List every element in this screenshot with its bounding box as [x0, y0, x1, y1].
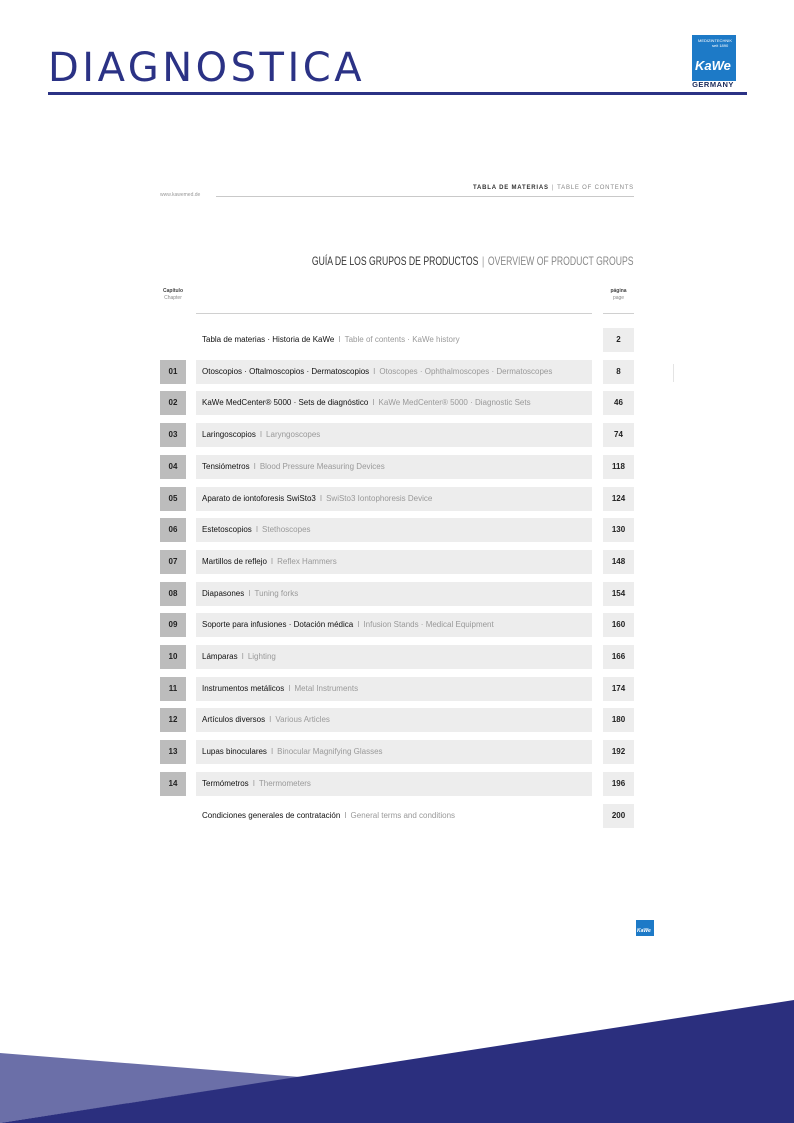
- page-number: 160: [603, 613, 634, 637]
- page-number: 130: [603, 518, 634, 542]
- entry-title-es: Lámparas: [202, 652, 238, 661]
- page-number: 180: [603, 708, 634, 732]
- chapter-number: 09: [160, 613, 186, 637]
- toc-row: [160, 360, 634, 384]
- chapter-number: 13: [160, 740, 186, 764]
- chapter-number: 02: [160, 391, 186, 415]
- entry-title-es: KaWe MedCenter® 5000 · Sets de diagnóstico: [202, 398, 369, 408]
- entry-separator: I: [259, 430, 263, 440]
- entry-title-es: Artículos diversos: [202, 715, 266, 725]
- toc-row: [160, 518, 634, 542]
- page-number: 124: [603, 487, 634, 511]
- entry-title-es: Lupas binoculares: [202, 747, 267, 757]
- entry-title-en: Various Articles: [275, 715, 330, 725]
- toc-entry: [196, 550, 592, 574]
- page-label-es: página: [610, 288, 627, 294]
- toc-row: [160, 740, 634, 764]
- toc-entry: [196, 613, 592, 637]
- entry-separator: I: [319, 493, 323, 503]
- kawe-small-logo: [636, 920, 654, 936]
- toc-entry: [196, 708, 592, 732]
- entry-separator: I: [241, 652, 244, 661]
- toc-row: [160, 487, 634, 511]
- toc-row: [160, 391, 634, 415]
- brand-title: DIAGNOSTICA: [48, 45, 366, 91]
- toc-row: [160, 804, 634, 828]
- page-column-header: [603, 288, 634, 302]
- entry-title-en: Reflex Hammers: [277, 556, 337, 566]
- entry-title-en: Stethoscopes: [262, 525, 311, 535]
- title-underline: [48, 92, 747, 95]
- entry-separator: I: [269, 715, 272, 725]
- logo-tagline: MEDIZINTECHNIK: [698, 38, 732, 43]
- toc-head-es: TABLA DE MATERIAS: [472, 185, 549, 191]
- kawe-logo: [688, 35, 738, 89]
- toc-entry: [196, 772, 592, 796]
- logo-wordmark: KaWe: [695, 58, 731, 73]
- toc-row: [160, 677, 634, 701]
- entry-title-es: Laringoscopios: [202, 430, 256, 440]
- entry-separator: I: [248, 588, 251, 598]
- entry-title-es: Soporte para infusiones · Dotación médica: [202, 620, 354, 630]
- chapter-number: 01: [160, 360, 186, 384]
- toc-row: [160, 423, 634, 447]
- toc-entry: [196, 423, 592, 447]
- toc-entry: [196, 582, 592, 606]
- page-number: 74: [603, 423, 634, 447]
- entry-title-en: Infusion Stands · Medical Equipment: [363, 620, 494, 630]
- toc-row: [160, 582, 634, 606]
- toc-entry: [196, 518, 592, 542]
- chapter-number: 11: [160, 677, 186, 701]
- entry-separator: I: [270, 556, 274, 566]
- entry-title-en: General terms and conditions: [350, 810, 456, 820]
- toc-row: [160, 645, 634, 669]
- entry-title-es: Otoscopios · Oftalmoscopios · Dermatoscopios: [202, 366, 370, 376]
- entry-title-es: Termómetros: [202, 778, 249, 788]
- entry-title-en: Binocular Magnifying Glasses: [277, 747, 383, 757]
- page-number: 196: [603, 772, 634, 796]
- margin-mark: [673, 364, 674, 382]
- toc-head-separator: |: [551, 185, 555, 191]
- overview-heading-es: GUÍA DE LOS GRUPOS DE PRODUCTOS: [312, 254, 479, 268]
- page-number: 8: [603, 360, 634, 384]
- chapter-number: 14: [160, 772, 186, 796]
- chapter-number: 10: [160, 645, 186, 669]
- entry-title-es: Tabla de materias · Historia de KaWe: [202, 335, 335, 344]
- page-label-en: page: [612, 295, 625, 301]
- entry-title-es: Tensiómetros: [202, 461, 250, 471]
- overview-heading-en: OVERVIEW OF PRODUCT GROUPS: [488, 254, 634, 268]
- toc-entry: [196, 740, 592, 764]
- page-header-rule: [603, 313, 634, 314]
- entry-separator: I: [338, 335, 341, 344]
- chapter-number: 06: [160, 518, 186, 542]
- entry-separator: I: [357, 620, 360, 630]
- chapter-number: 04: [160, 455, 186, 479]
- page-number: 200: [603, 804, 634, 828]
- entry-title-en: KaWe MedCenter® 5000 · Diagnostic Sets: [378, 398, 531, 408]
- toc-row: [160, 708, 634, 732]
- overview-heading: [312, 254, 634, 268]
- header-rule: [196, 313, 592, 314]
- toc-entry: [196, 328, 592, 352]
- entry-separator: I: [373, 366, 376, 376]
- page-number: 148: [603, 550, 634, 574]
- toc-entry: [196, 645, 592, 669]
- chapter-number: 03: [160, 423, 186, 447]
- toc-row: [160, 455, 634, 479]
- entry-title-en: Thermometers: [258, 778, 311, 788]
- page-number: 166: [603, 645, 634, 669]
- page-number: 118: [603, 455, 634, 479]
- entry-title-en: Metal Instruments: [294, 683, 359, 693]
- entry-title-en: Lighting: [247, 652, 276, 661]
- entry-title-es: Estetoscopios: [202, 525, 252, 535]
- entry-separator: I: [344, 810, 347, 820]
- overview-heading-separator: |: [482, 254, 485, 268]
- footer-decoration: [0, 995, 794, 1123]
- entry-separator: I: [372, 398, 375, 408]
- entry-title-en: Blood Pressure Measuring Devices: [259, 461, 385, 471]
- chapter-label-en: Chapter: [164, 295, 182, 301]
- logo-since: seit 1890: [712, 43, 729, 48]
- toc-entry: [196, 391, 592, 415]
- toc-row: [160, 772, 634, 796]
- entry-title-es: Instrumentos metálicos: [202, 683, 285, 693]
- toc-row: [160, 613, 634, 637]
- entry-title-es: Martillos de reflejo: [202, 556, 267, 566]
- entry-title-en: Tuning forks: [254, 588, 299, 598]
- entry-title-en: Laryngoscopes: [266, 430, 321, 440]
- page-number: 46: [603, 391, 634, 415]
- chapter-column-header: [160, 288, 186, 302]
- logo-country: GERMANY: [692, 80, 734, 89]
- entry-separator: I: [270, 747, 274, 757]
- chapter-number: 07: [160, 550, 186, 574]
- footer-dark-band: [0, 1000, 794, 1123]
- toc-row: [160, 328, 634, 352]
- toc-entry: [196, 677, 592, 701]
- chapter-label-es: Capítulo: [163, 288, 183, 294]
- running-head-rule: [216, 196, 634, 197]
- toc-entry: [196, 804, 592, 828]
- toc-entry: [196, 360, 592, 384]
- entry-title-es: Aparato de iontoforesis SwiSto3: [202, 493, 316, 503]
- page-number: 2: [603, 328, 634, 352]
- toc-entry: [196, 487, 592, 511]
- small-logo-wordmark: KaWe: [637, 928, 651, 934]
- page-number: 174: [603, 677, 634, 701]
- entry-title-en: Table of contents · KaWe history: [344, 335, 460, 344]
- entry-separator: I: [253, 461, 256, 471]
- entry-title-en: Otoscopes · Ophthalmoscopes · Dermatoscopes: [379, 366, 553, 376]
- chapter-number: 12: [160, 708, 186, 732]
- entry-separator: I: [288, 683, 291, 693]
- entry-separator: I: [255, 525, 259, 535]
- page-number: 154: [603, 582, 634, 606]
- entry-title-es: Diapasones: [202, 588, 245, 598]
- chapter-number: 08: [160, 582, 186, 606]
- entry-separator: I: [252, 778, 255, 788]
- toc-running-head: [473, 185, 634, 192]
- page-number: 192: [603, 740, 634, 764]
- toc-row: [160, 550, 634, 574]
- toc-entry: [196, 455, 592, 479]
- chapter-number: 05: [160, 487, 186, 511]
- chapter-number: [160, 328, 186, 352]
- entry-title-en: SwiSto3 Iontophoresis Device: [326, 493, 433, 503]
- chapter-number: [160, 804, 186, 828]
- toc-head-en: TABLE OF CONTENTS: [557, 185, 634, 191]
- entry-title-es: Condiciones generales de contratación: [202, 810, 341, 820]
- website-url: www.kawemed.de: [160, 192, 201, 198]
- logo-badge: [692, 35, 736, 81]
